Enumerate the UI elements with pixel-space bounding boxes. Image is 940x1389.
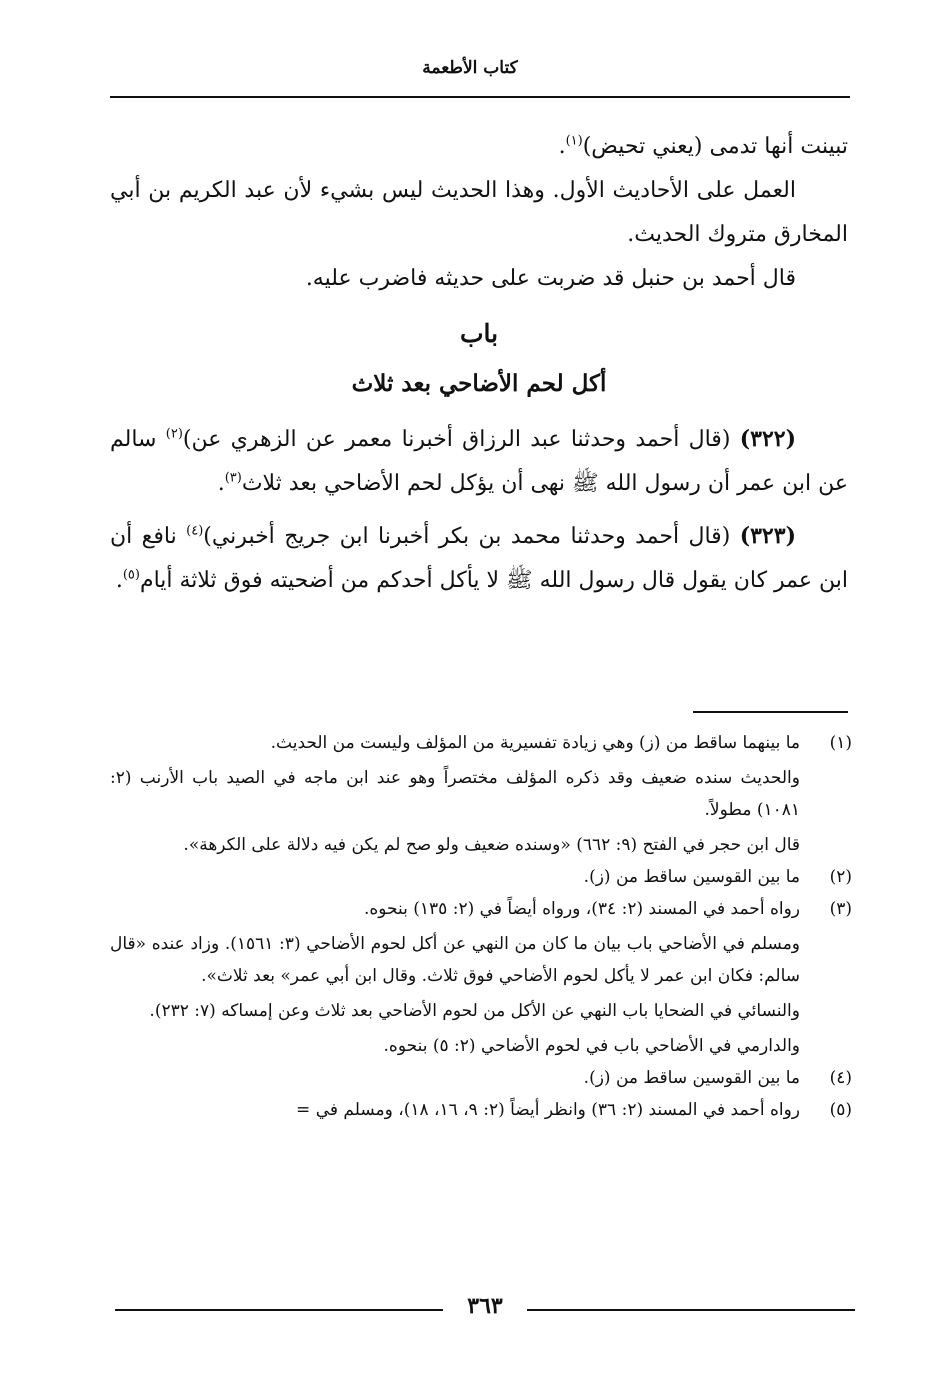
hadith-323-end: . [115, 568, 123, 593]
paragraph-1-text: تبينت أنها تدمى (يعني تحيض) [582, 134, 848, 159]
footnote-3-continuation-1: ومسلم في الأضاحي باب بيان ما كان من النهي عن أكل لحوم الأضاحي (٣: ١٥٦١). وزاد عنده «قال سالم: فكان ابن عمر لا يأكل لحوم الأضاحي فوق ثلاث. وقال ابن أبي عمر» بعد ثلاث». [110, 934, 801, 986]
footnotes [110, 727, 852, 1126]
footnote-1-continuation-1: والحديث سنده ضعيف وقد ذكره المؤلف مختصراً وهو عند ابن ماجه في الصيد باب الأرنب (٢: ١٠٨١) مطولاً. [110, 768, 800, 820]
footnote-5-number: (٥) [829, 1100, 852, 1120]
footnote-4-text: ما بين القوسين ساقط من (ز). [583, 1068, 800, 1088]
footnote-1-number: (١) [829, 733, 852, 753]
paragraph-1 [110, 125, 848, 169]
footnote-4-number: (٤) [829, 1068, 852, 1088]
footnote-ref-2: (٢) [165, 426, 183, 442]
footnote-3-number: (٣) [829, 899, 852, 919]
hadith-322-end: . [217, 471, 225, 496]
hadith-322-number: (٣٢٢) [739, 426, 796, 452]
footnote-ref-4: (٤) [186, 523, 204, 539]
chapter-title: أكل لحم الأضاحي بعد ثلاث [351, 370, 607, 397]
footnote-5-text: رواه أحمد في المسند (٢: ٣٦) وانظر أيضاً (٢: ٩، ١٦، ١٨)، ومسلم في = [296, 1100, 800, 1120]
footnote-1-continuation-2: قال ابن حجر في الفتح (٩: ٦٦٢) «وسنده ضعيف ولو صح لم يكن فيه دلالة على الكرهة». [183, 835, 800, 855]
footnote-1 [110, 727, 852, 759]
footnote-ref-3: (٣) [224, 470, 242, 486]
hadith-323-line-b: نافع أن ابن عمر كان يقول قال رسول الله ﷺ لا يأكل أحدكم من أضحيته فوق ثلاثة أيام [110, 524, 848, 593]
footnote-5 [110, 1094, 852, 1126]
paragraph-2: العمل على الأحاديث الأول. وهذا الحديث ليس بشيء لأن عبد الكريم بن أبي المخارق متروك الحديث. [110, 178, 848, 247]
paragraph-1-end: . [558, 134, 566, 159]
main-text [110, 125, 848, 603]
section-heading-bab: باب [459, 319, 499, 348]
footnote-3-continuation-2: والنسائي في الضحايا باب النهي عن الأكل من لحوم الأضاحي بعد ثلاث وعن إمساكه (٧: ٢٣٢). [149, 1001, 800, 1021]
footnote-3-text: رواه أحمد في المسند (٢: ٣٤)، ورواه أيضاً في (٢: ١٣٥) بنحوه. [363, 899, 800, 919]
footnote-2 [110, 861, 852, 893]
header-rule [110, 96, 850, 98]
footnote-ref-5: (٥) [122, 567, 140, 583]
hadith-322-line-b: سالم عن ابن عمر أن رسول الله ﷺ نهى أن يؤكل لحم الأضاحي بعد ثلاث [110, 427, 848, 496]
hadith-323 [110, 514, 848, 603]
footnote-4 [110, 1062, 852, 1094]
hadith-323-number: (٣٢٣) [739, 523, 796, 549]
page-number: ٣٦٣ [467, 1293, 503, 1319]
footnote-1-text: ما بينهما ساقط من (ز) وهي زيادة تفسيرية من المؤلف وليست من الحديث. [270, 733, 800, 753]
hadith-322-line-a: (قال أحمد وحدثنا عبد الرزاق أخبرنا معمر عن الزهري عن) [182, 427, 731, 452]
footnote-separator [693, 711, 848, 713]
footer-rule-left [115, 1309, 443, 1311]
footer-rule-right [527, 1309, 855, 1311]
hadith-322 [110, 417, 848, 506]
footnote-3 [110, 893, 852, 925]
paragraph-3: قال أحمد بن حنبل قد ضربت على حديثه فاضرب عليه. [305, 266, 796, 291]
footnote-2-number: (٢) [829, 867, 852, 887]
hadith-323-line-a: (قال أحمد وحدثنا محمد بن بكر أخبرنا ابن جريج أخبرني) [203, 524, 731, 549]
running-header: كتاب الأطعمة [422, 58, 518, 78]
footnote-2-text: ما بين القوسين ساقط من (ز). [583, 867, 800, 887]
footnote-ref-1: (١) [565, 133, 583, 149]
footnote-3-continuation-3: والدارمي في الأضاحي باب في لحوم الأضاحي (٢: ٥) بنحوه. [383, 1036, 800, 1056]
